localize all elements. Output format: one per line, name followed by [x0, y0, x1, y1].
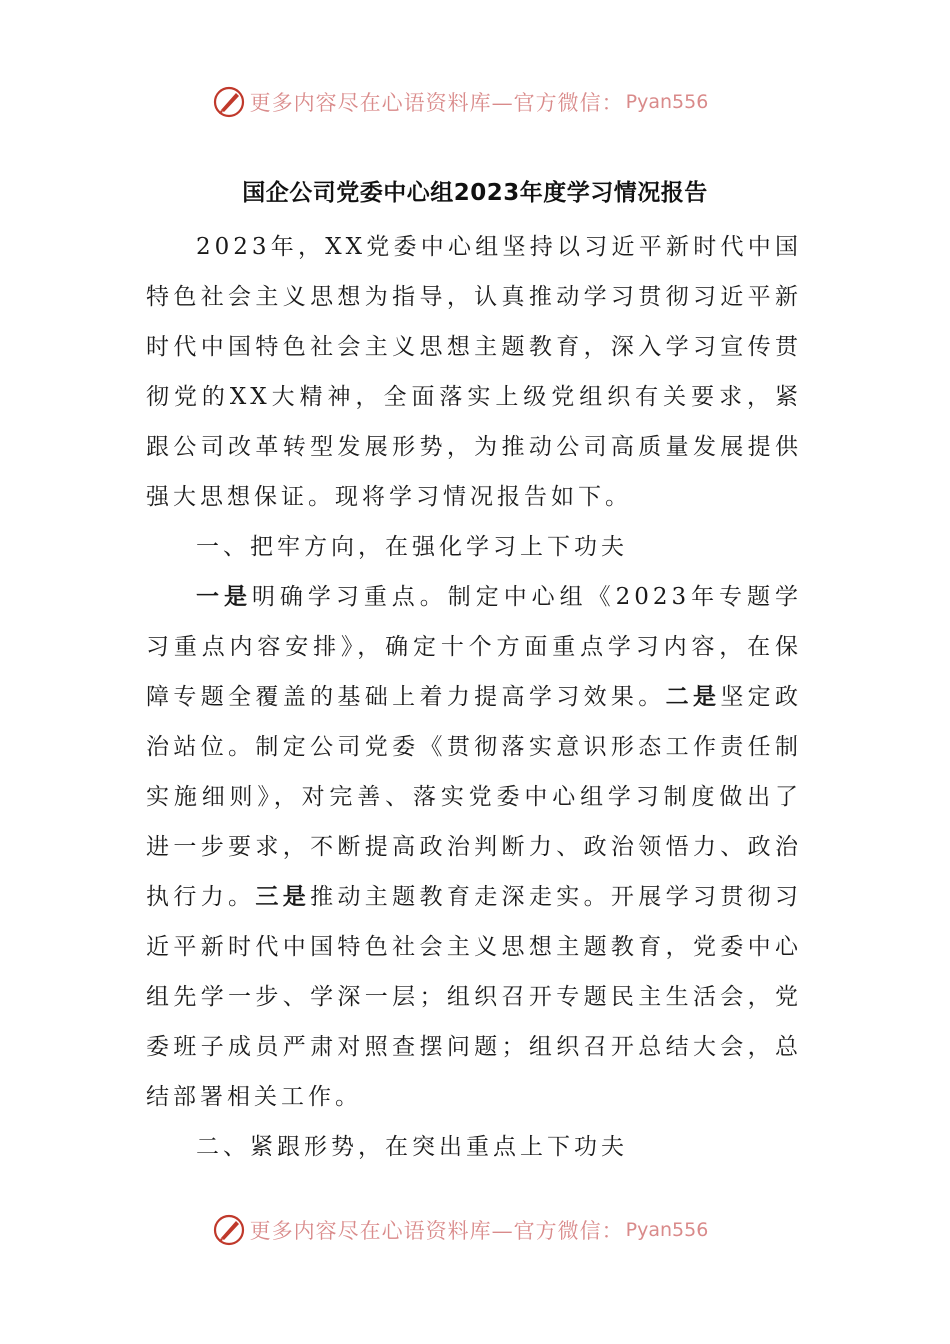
watermark-header [0, 82, 950, 122]
quill-logo-icon [212, 85, 246, 119]
point-text-1: 明确学习重点。制定中心组《2023年专题学习重点内容安排》，确定十个方面重点学习内容，在保障专题全覆盖的基础上着力提高学习效果。 [146, 584, 802, 710]
point-label-1: 一是 [196, 584, 252, 610]
intro-paragraph: 2023年，XX党委中心组坚持以习近平新时代中国特色社会主义思想为指导，认真推动学习贯彻习近平新时代中国特色社会主义思想主题教育，深入学习宣传贯彻党的XX大精神，全面落实上级党组织有关要求，紧跟公司改革转型发展形势，为推动公司高质量发展提供强大思想保证。现将学习情况报告如下。 [146, 234, 802, 510]
watermark-text: 更多内容尽在心语资料库—官方微信： [249, 91, 624, 115]
document-title: 国企公司党委中心组2023年度学习情况报告 [242, 180, 708, 206]
section-heading-1: 一、把牢方向，在强化学习上下功夫 [196, 534, 628, 560]
point-label-2: 二是 [665, 684, 721, 710]
section-heading-2: 二、紧跟形势，在突出重点上下功夫 [196, 1134, 628, 1160]
point-text-2: 坚定政治站位。制定公司党委《贯彻落实意识形态工作责任制实施细则》，对完善、落实党委中心组学习制度做出了进一步要求，不断提高政治判断力、政治领悟力、政治执行力。 [146, 684, 803, 910]
quill-logo-icon [212, 1213, 246, 1247]
point-text-3: 推动主题教育走深走实。开展学习贯彻习近平新时代中国特色社会主义思想主题教育，党委中心组先学一步、学深一层；组织召开专题民主生活会，党委班子成员严肃对照查摆问题；组织召开总结大会，总结部署相关工作。 [146, 884, 803, 1110]
point-label-3: 三是 [255, 884, 311, 910]
section-1-paragraph [146, 572, 802, 1122]
document-body [146, 222, 802, 1172]
watermark-wechat-id: Pyan556 [625, 1219, 709, 1241]
watermark-text: 更多内容尽在心语资料库—官方微信： [249, 1219, 624, 1243]
watermark-wechat-id: Pyan556 [625, 91, 709, 113]
watermark-footer [0, 1210, 950, 1250]
